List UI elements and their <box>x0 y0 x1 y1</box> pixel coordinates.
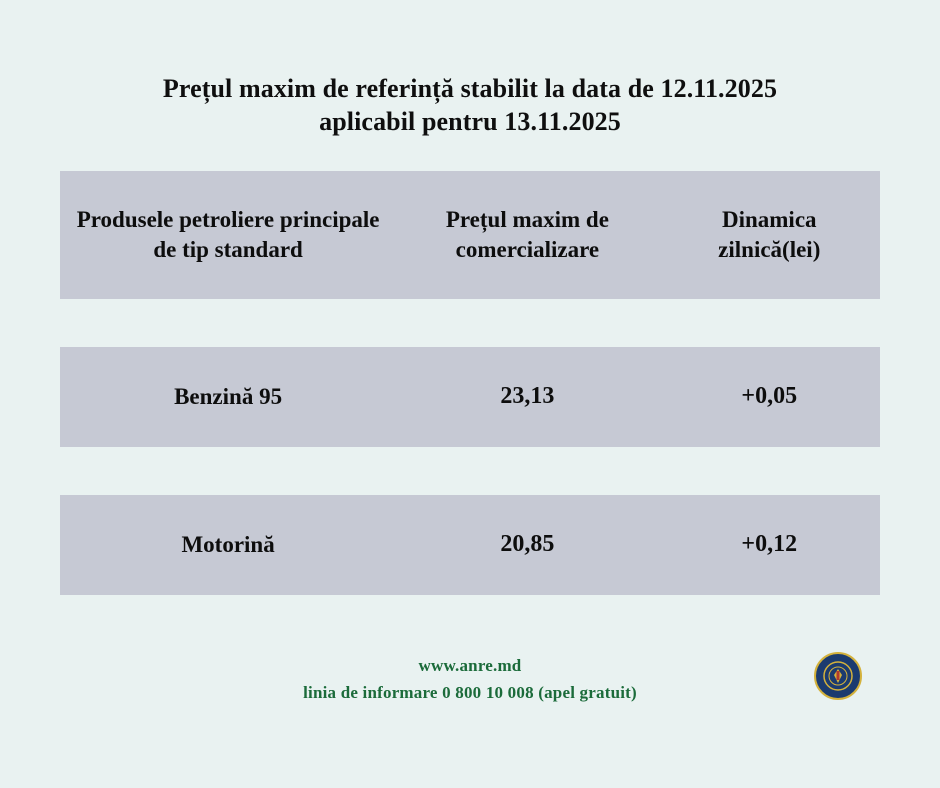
product-name: Benzină 95 <box>174 383 283 409</box>
anre-logo-icon <box>814 652 862 700</box>
table-row <box>60 347 880 447</box>
table-header-cell-product <box>60 171 396 299</box>
footer <box>0 653 940 706</box>
table-header-row <box>60 171 880 299</box>
page-title-line-1: Prețul maxim de referință stabilit la data de 12.11.2025 <box>162 74 778 103</box>
footer-website[interactable]: www.anre.md <box>418 656 522 676</box>
product-price: 23,13 <box>500 383 555 410</box>
table-cell-price <box>396 347 658 447</box>
table-header-cell-dynamics <box>659 171 880 299</box>
table-header-label-product: Produsele petroliere principale de tip standard <box>76 206 380 262</box>
page-title-line-2: aplicabil pentru 13.11.2025 <box>319 107 621 137</box>
product-delta: +0,12 <box>741 531 798 558</box>
table-cell-dynamics <box>659 347 880 447</box>
product-delta: +0,05 <box>741 383 798 410</box>
table-row <box>60 495 880 595</box>
table-cell-product <box>60 495 396 595</box>
table-header-label-price: Prețul maxim de comercializare <box>445 206 609 262</box>
table-cell-price <box>396 495 658 595</box>
table-header-label-dynamics: Dinamica zilnică(lei) <box>718 206 821 262</box>
page-title <box>0 0 940 139</box>
table-cell-product <box>60 347 396 447</box>
product-price: 20,85 <box>500 531 555 558</box>
footer-hotline: linia de informare 0 800 10 008 (apel gratuit) <box>303 682 637 702</box>
product-name: Motorină <box>181 531 275 557</box>
table-header-cell-price <box>396 171 658 299</box>
price-table <box>60 139 880 595</box>
table-cell-dynamics <box>659 495 880 595</box>
